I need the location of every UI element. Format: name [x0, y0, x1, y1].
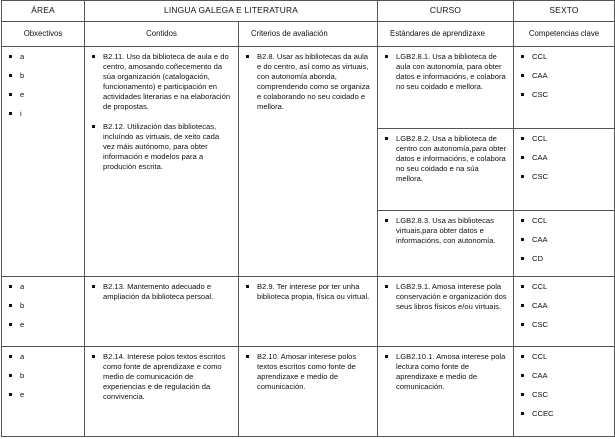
objective-item: e — [8, 320, 78, 330]
content-item: B2.12. Utilización das bibliotecas, incluíndo as virtuais, de xeito cada vez máis autónomo, para obter información e modelos para a produción escrita. — [91, 122, 232, 172]
objectives-cell — [2, 347, 85, 437]
content-item: B2.11. Uso da biblioteca de aula e do centro, amosando coñecemento da súa organización (catalogación, funcionamento) e participación en actividades literarias e na elaboración de propostas. — [91, 52, 232, 112]
objective-item: i — [8, 109, 78, 119]
competences-cell — [514, 277, 615, 347]
competence-item: CSC — [520, 90, 608, 100]
area-header: ÁREA — [2, 1, 85, 22]
standard-item: LGB2.8.2. Usa a biblioteca de centro con autonomía,para obter datos e informacións, e colabora no seu coidado e na súa mellora. — [384, 134, 507, 184]
contents-cell — [85, 277, 239, 347]
competences-cell — [514, 47, 615, 277]
competence-item: CAA — [520, 71, 608, 81]
criterion-item: B2.9. Ter interese por ter unha biblioteca propia, física ou virtual. — [245, 282, 371, 302]
objective-item: e — [8, 390, 78, 400]
competences-cell — [514, 347, 615, 437]
objective-item: e — [8, 90, 78, 100]
competence-item: CCL — [520, 216, 608, 226]
competence-item: CAA — [520, 301, 608, 311]
table-row — [2, 347, 615, 437]
objectives-cell — [2, 277, 85, 347]
header-row — [2, 1, 615, 22]
competence-item: CSC — [520, 172, 608, 182]
contents-cell — [85, 347, 239, 437]
competence-item: CAA — [520, 153, 608, 163]
competence-item: CCL — [520, 282, 608, 292]
objective-item: b — [8, 301, 78, 311]
competences-header: Competencias clave — [514, 22, 615, 47]
criteria-cell — [239, 47, 378, 277]
criteria-cell — [239, 347, 378, 437]
standard-item: LGB2.8.1. Usa a biblioteca de aula con autonomía, para obter datos e informacións, e colabora no seu coidado e mellora. — [384, 52, 507, 92]
criteria-header: Criterios de avaliación — [239, 22, 378, 47]
objective-item: a — [8, 282, 78, 292]
table-row — [2, 47, 615, 277]
standard-item: LGB2.10.1. Amosa interese pola lectura como fonte de aprendizaxe e medio de comunicación. — [384, 352, 507, 392]
contents-cell — [85, 47, 239, 277]
criteria-cell — [239, 277, 378, 347]
competence-item: CAA — [520, 371, 608, 381]
competence-item: CSC — [520, 390, 608, 400]
competence-item: CAA — [520, 235, 608, 245]
column-header-row — [2, 22, 615, 47]
objective-item: a — [8, 52, 78, 62]
objectives-header: Obxectivos — [2, 22, 85, 47]
standards-cell — [378, 277, 514, 347]
standards-header: Estándares de aprendizaxe — [378, 22, 514, 47]
competence-item: CSC — [520, 320, 608, 330]
objective-item: b — [8, 371, 78, 381]
objectives-cell — [2, 47, 85, 277]
table-row — [2, 277, 615, 347]
objective-item: a — [8, 352, 78, 362]
standard-item: LGB2.9.1. Amosa interese pola conservación e organización dos seus libros físicos e/ou virtuais. — [384, 282, 507, 312]
content-item: B2.14. Interese polos textos escritos como fonte de aprendizaxe e como medio de comunicación de experiencias e de regulación da convivencia. — [91, 352, 232, 402]
competence-item: CCEC — [520, 409, 608, 419]
competence-item: CCL — [520, 52, 608, 62]
objective-item: b — [8, 71, 78, 81]
criterion-item: B2.10. Amosar interese polos textos escritos como fonte de aprendizaxe e medio de comunicación. — [245, 352, 371, 392]
competence-item: CCL — [520, 352, 608, 362]
curriculum-table — [1, 0, 615, 437]
subject-header: LINGUA GALEGA E LITERATURA — [85, 1, 378, 22]
competence-item: CCL — [520, 134, 608, 144]
criterion-item: B2.8. Usar as bibliotecas da aula e do centro, así como as virtuais, con autonomía abonda, comprendendo como se organiza e colaborando no seu coidado e mellora. — [245, 52, 371, 112]
standards-cell — [378, 47, 514, 277]
course-label: CURSO — [378, 1, 514, 22]
content-item: B2.13. Mantemento adecuado e ampliación da biblioteca persoal. — [91, 282, 232, 302]
course-value: SEXTO — [514, 1, 615, 22]
standard-item: LGB2.8.3. Usa as bibliotecas virtuais,para obter datos e informacións, con autonomía. — [384, 216, 507, 246]
competence-item: CD — [520, 254, 608, 264]
standards-cell — [378, 347, 514, 437]
contents-header: Contidos — [85, 22, 239, 47]
